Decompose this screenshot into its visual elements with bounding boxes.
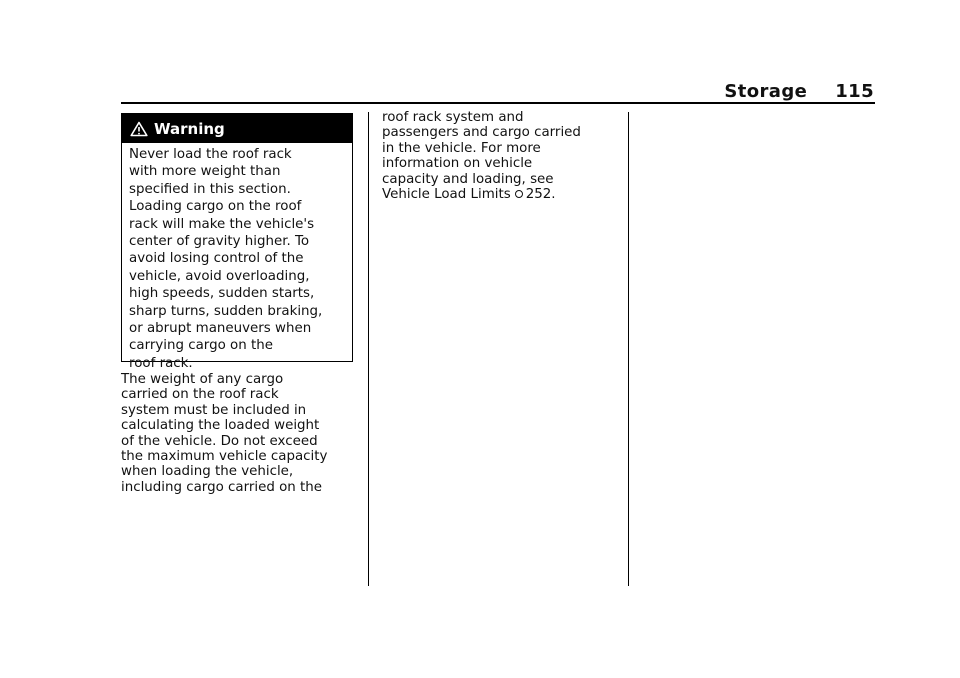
warning-header xyxy=(122,114,352,143)
page-number: 115 xyxy=(835,81,874,102)
page-header xyxy=(724,80,874,104)
warning-box xyxy=(121,113,353,371)
warning-triangle-icon xyxy=(130,121,148,137)
header-rule xyxy=(121,102,875,104)
column2-paragraph xyxy=(382,110,622,202)
xref-suffix: . xyxy=(551,187,556,203)
warning-body: Never load the roof rack with more weight than specified in this section. Loading cargo on the roof rack will make the vehicle's center of gravity higher. To avoid losing control of the vehicle, avoid overloading, high speeds, sudden starts, sharp turns, sudden braking, or abrupt maneuvers when carrying cargo on the roof rack. xyxy=(129,147,323,371)
column-divider xyxy=(628,112,629,586)
page-reference-icon xyxy=(515,190,523,198)
column-divider xyxy=(368,112,369,586)
warning-title: Warning xyxy=(154,119,225,138)
section-title: Storage xyxy=(724,81,808,102)
column1-paragraph: The weight of any cargo carried on the roof rack system must be included in calculating the loaded weight of the vehicle. Do not exceed the maximum vehicle capacity when loading the vehicle, including cargo carried on the xyxy=(121,372,328,495)
column2-text: roof rack system and passengers and cargo carried in the vehicle. For more information on vehicle capacity and loading, see Vehicle Load Limits xyxy=(382,110,581,203)
xref-page[interactable]: 252 xyxy=(525,187,552,203)
